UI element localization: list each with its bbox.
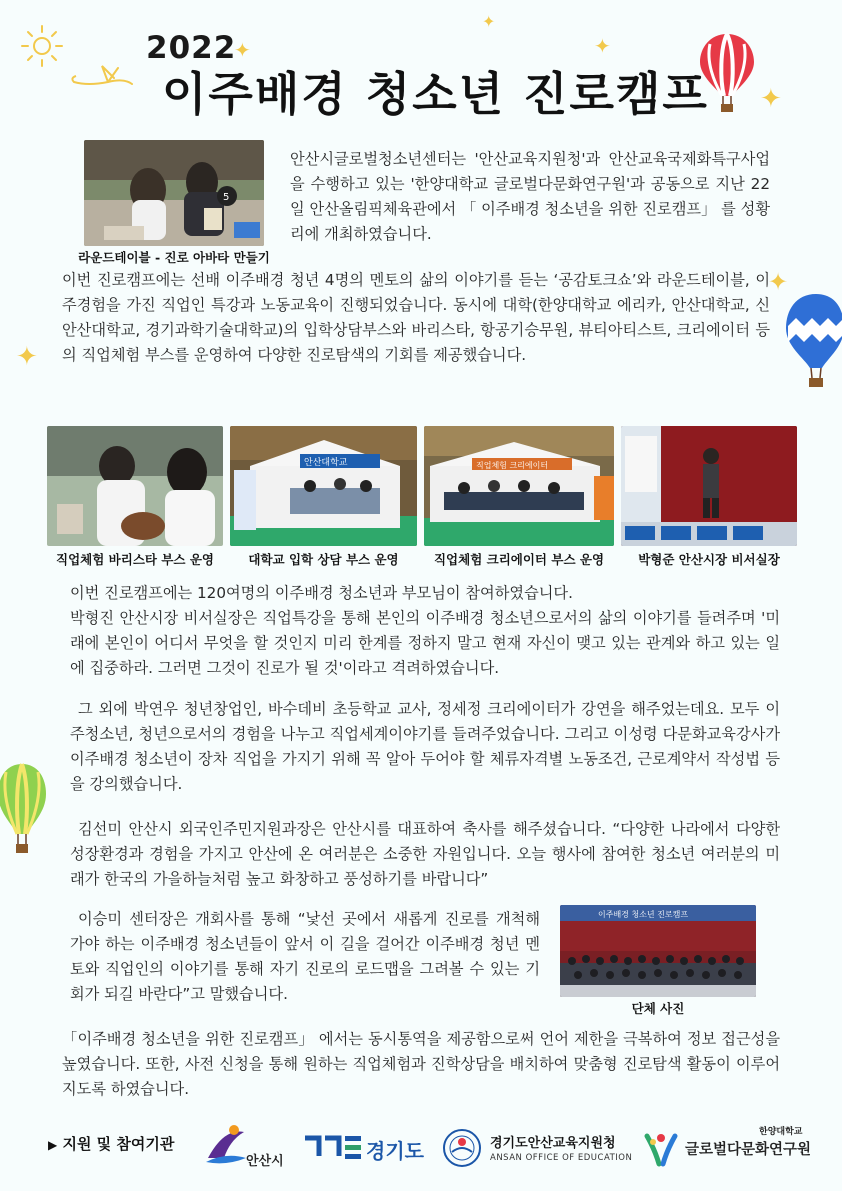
svg-text:5: 5 bbox=[223, 192, 230, 203]
paragraph-4: 그 외에 박연우 청년창업인, 바수데비 초등학교 교사, 정세정 크리에이터가 강연을 해주었는데요. 모두 이주청소년, 청년으로서의 경험을 나누고 직업세계이야기를 들려주었습니다. 그리고 이성령 다문화교육강사가 이주배경 청소년이 장차 직업을 가지기 위해 꼭 알아 두어야 할 체류자격별 노동조건, 근로계약서 작성법 등을 강의했습니다. bbox=[70, 700, 780, 793]
photo-caption-barista: 직업체험 바리스타 부스 운영 bbox=[56, 552, 214, 567]
photo-caption-creator: 직업체험 크리에이터 부스 운영 bbox=[433, 552, 605, 567]
triangle-right-icon: ▶ bbox=[48, 1138, 58, 1152]
creator-booth-photo bbox=[424, 426, 614, 546]
gyeonggi-logo-text: 경기도 bbox=[366, 1139, 424, 1163]
sparkle-icon: ✦ bbox=[768, 268, 789, 296]
paragraph-1: 이번 진로캠프에는 선배 이주배경 청년 4명의 멘토의 삶의 이야기를 듣는 ‘공감토크쇼’와 라운드테이블, 이주경험을 가진 직업인 특강과 노동교육이 진행되었습니다. 동시에 대학(한양대학교 에리카, 안산대학교, 신안산대학교, 경기과학기술대학교)의 입학상담부스와 바리스타, 항공기승무원, 뷰티아티스트, 크리에이터 등의 직업체험 부스를 운영하여 다양한 진로탐색의 기회를 제공했습니다. bbox=[62, 271, 770, 364]
sparkle-icon: ✦ bbox=[234, 38, 251, 62]
sparkle-icon: ✦ bbox=[482, 12, 496, 31]
ansan-logo bbox=[204, 1122, 290, 1170]
year-label: 2022 bbox=[146, 30, 237, 66]
group-photo bbox=[560, 905, 756, 997]
gyeonggi-logo bbox=[303, 1134, 433, 1162]
education-office-subtitle: ANSAN OFFICE OF EDUCATION bbox=[490, 1153, 633, 1163]
green-balloon-icon bbox=[0, 762, 46, 862]
sparkle-icon: ✦ bbox=[760, 84, 782, 114]
group-photo-banner: 이주배경 청소년 진로캠프 bbox=[598, 910, 689, 919]
university-sign: 안산대학교 bbox=[304, 458, 348, 468]
group-photo-caption: 단체 사진 bbox=[631, 1001, 685, 1016]
footer-label: 지원 및 참여기관 bbox=[62, 1135, 175, 1153]
intro-text: 안산시글로벌청소년센터는 '안산교육지원청'과 안산교육국제화특구사업을 수행하고 있는 '한양대학교 글로벌다문화연구원'과 공동으로 지난 22일 안산올림픽체육관에서 「 이주배경 청소년을 위한 진로캠프」 를 성황리에 개최하였습니다. bbox=[290, 150, 770, 243]
ansan-logo-text: 안산시 bbox=[246, 1154, 284, 1169]
sparkle-icon: ✦ bbox=[16, 342, 38, 372]
photo-caption-university: 대학교 입학 상담 부스 운영 bbox=[248, 552, 399, 567]
intro-photo bbox=[84, 140, 264, 246]
page-title: 이주배경 청소년 진로캠프 bbox=[162, 67, 709, 121]
speaker-photo bbox=[621, 426, 797, 546]
creator-sign: 직업체험 크리에이터 bbox=[476, 461, 549, 470]
hanyang-university-label: 한양대학교 bbox=[759, 1127, 803, 1137]
paragraph-7: 「이주배경 청소년을 위한 진로캠프」 에서는 동시통역을 제공함으로써 언어 제한을 극복하여 정보 접근성을 높였습니다. 또한, 사전 신청을 통해 원하는 직업체험과 진학상담을 배치하여 맞춤형 진로탐색 활동이 이루어지도록 하였습니다. bbox=[62, 1030, 780, 1098]
paragraph-6: 이승미 센터장은 개회사를 통해 “낯선 곳에서 새롭게 진로를 개척해 가야 하는 이주배경 청소년들이 앞서 이 길을 걸어간 이주배경 청년 멘토와 직업인의 이야기를 통해 자기 진로의 로드맵을 그려볼 수 있는 기회가 되길 바란다”고 말했습니다. bbox=[70, 910, 540, 1003]
footer-label-row bbox=[48, 1133, 174, 1154]
paragraph-5: 김선미 안산시 외국인주민지원과장은 안산시를 대표하여 축사를 해주셨습니다. “다양한 나라에서 다양한 성장환경과 경험을 가지고 안산에 온 여러분은 소중한 자원입니다. 오늘 행사에 참여한 청소년 여러분의 미래가 한국의 가을하늘처럼 높고 화창하고 풍성하기를 바랍니다” bbox=[70, 820, 780, 888]
sun-icon bbox=[18, 22, 66, 70]
university-booth-photo bbox=[230, 426, 417, 546]
intro-photo-caption: 라운드테이블 - 진로 아바타 만들기 bbox=[78, 250, 270, 265]
education-office-logo bbox=[442, 1128, 632, 1170]
paragraph-3: 박형진 안산시장 비서실장은 직업특강을 통해 본인의 이주배경 청소년으로서의 삶의 이야기를 들려주며 '미래에 본인이 어디서 무엇을 할 것인지 미리 한계를 정하지 말고 현재 자신이 맺고 있는 관계와 하고 있는 일에 집중하라. 그러면 그것이 진로가 될 것'이라고 격려하였습니다. bbox=[70, 609, 780, 677]
photo-caption-speaker: 박형준 안산시장 비서실장 bbox=[638, 552, 780, 567]
barista-photo bbox=[47, 426, 223, 546]
blue-balloon-icon bbox=[786, 292, 842, 392]
education-office-name: 경기도안산교육지원청 bbox=[490, 1136, 616, 1151]
sparkle-icon: ✦ bbox=[594, 34, 611, 58]
hanyang-institute-logo bbox=[641, 1124, 821, 1174]
paragraph-2: 이번 진로캠프에는 120여명의 이주배경 청소년과 부모님이 참여하였습니다. bbox=[70, 584, 573, 602]
bird-icon bbox=[68, 56, 138, 96]
hanyang-institute-name: 글로벌다문화연구원 bbox=[685, 1142, 812, 1158]
